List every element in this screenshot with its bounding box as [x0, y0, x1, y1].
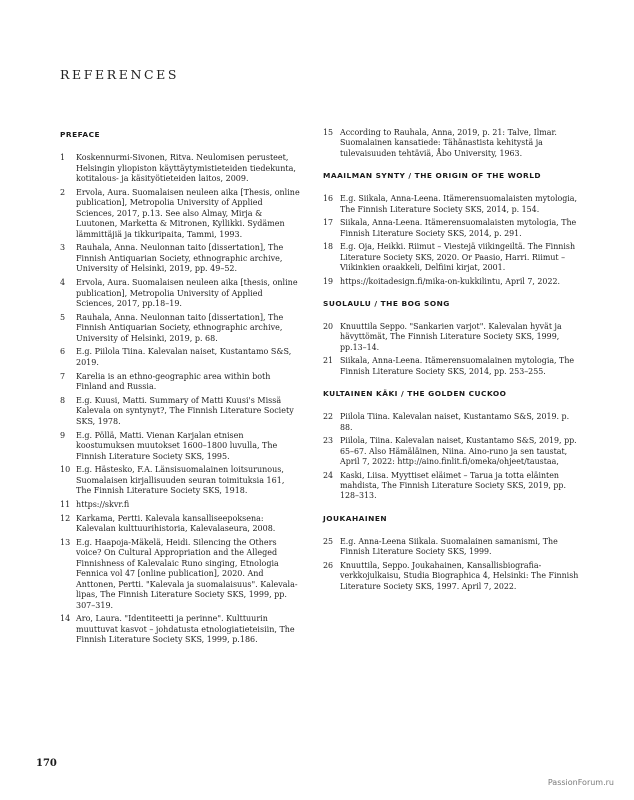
reference-number: 9	[60, 430, 66, 440]
reference-number: 25	[323, 536, 334, 546]
reference-item	[60, 372, 300, 393]
reference-item	[323, 356, 581, 377]
reference-text: Karelia is an ethno-geographic area within both Finland and Russia.	[76, 371, 271, 392]
reference-item	[323, 194, 581, 215]
left-column	[60, 130, 300, 649]
reference-text: E.g. Haapoja-Mäkelä, Heidi. Silencing the Others voice? On Cultural Appropriation and the Alleged Finnishness of Kalevalaic Runo singing, Etnologia Fennica vol 47 [online publication], 2020. And Anttonen, Pertti. "Kalevala ja suomalaisuus". Kalevala-lipas, The Finnish Literature Society SKS, 1999, pp. 307–319.	[76, 537, 298, 610]
reference-number: 11	[60, 499, 71, 509]
reference-text: E.g. Piilola Tiina. Kalevalan naiset, Kustantamo S&S, 2019.	[76, 347, 292, 367]
reference-text: Ervola, Aura. Suomalaisen neuleen aika [thesis, online publication], Metropolia University of Applied Sciences, 2017, pp.18–19.	[76, 278, 298, 309]
reference-number: 15	[323, 128, 334, 137]
reference-item	[323, 322, 581, 353]
reference-text: Aro, Laura. "Identiteetti ja perinne". Kulttuurin muuttuvat kasvot – johdatusta etnologiatieteisiin, The Finnish Literature Society SKS, 1999, p.186.	[76, 614, 295, 645]
reference-list-preface	[60, 153, 300, 646]
reference-text: https://skvr.fi	[76, 499, 130, 509]
reference-number: 26	[323, 560, 334, 570]
reference-item	[323, 128, 581, 159]
reference-item	[60, 347, 300, 368]
reference-list-joukahainen	[323, 537, 581, 592]
reference-number: 22	[323, 412, 334, 422]
reference-text: Koskennurmi-Sivonen, Ritva. Neulomisen perusteet, Helsingin yliopiston käyttäytymistieteiden tiedekunta, kotitalous- ja käsityötieteiden laitos, 2009.	[76, 153, 296, 183]
reference-list-preface-continued	[323, 128, 581, 159]
reference-number: 16	[323, 194, 334, 204]
reference-list-origin-of-the-world	[323, 194, 581, 287]
reference-number: 1	[60, 153, 66, 162]
section-heading-origin-of-the-world: MAAILMAN SYNTY / THE ORIGIN OF THE WORLD	[323, 171, 542, 181]
reference-item	[60, 153, 300, 185]
reference-text: Kaski, Liisa. Myyttiset eläimet – Tarua ja totta eläinten mahdista, The Finnish Literature Society SKS, 2019, pp. 128–313.	[340, 470, 566, 501]
reference-text: Knuuttila Seppo. "Sankarien varjot". Kalevalan hyvät ja hävyttömät, The Finnish Literature Society SKS, 1999, pp.13–14.	[340, 322, 562, 352]
reference-item	[323, 436, 581, 467]
reference-number: 10	[60, 465, 71, 475]
reference-item	[60, 514, 300, 535]
reference-item	[60, 614, 300, 646]
reference-item	[323, 561, 581, 592]
watermark: PassionForum.ru	[547, 778, 614, 787]
reference-number: 12	[60, 513, 71, 523]
reference-text: E.g. Anna-Leena Siikala. Suomalainen samanismi, The Finnish Literature Society SKS, 1999.	[340, 536, 558, 557]
reference-item	[323, 242, 581, 273]
reference-text: E.g. Siikala, Anna-Leena. Itämerensuomalaisten mytologia, The Finnish Literature Society SKS, 2014, p. 154.	[340, 194, 578, 214]
reference-number: 21	[323, 356, 334, 366]
reference-number: 17	[323, 218, 334, 228]
reference-text: https://koitadesign.fi/mika-on-kukkilintu, April 7, 2022.	[340, 276, 560, 286]
reference-item	[60, 431, 300, 463]
reference-item	[60, 243, 300, 275]
reference-number: 6	[60, 347, 66, 357]
reference-number: 23	[323, 436, 334, 446]
reference-text: According to Rauhala, Anna, 2019, p. 21: Talve, Ilmar. Suomalainen kansatiede: Tähänastista kehitystä ja tulevaisuuden tehtäviä, Åbo University, 1963.	[340, 128, 557, 158]
reference-item	[323, 277, 581, 287]
reference-item	[60, 396, 300, 428]
reference-text: E.g. Hästesko, F.A. Länsisuomalainen loitsurunous, Suomalaisen kirjallisuuden seuran toimituksia 161, The Finnish Literature Society SKS, 1918.	[76, 465, 285, 496]
reference-item	[323, 537, 581, 558]
reference-text: Siikala, Anna-Leena. Itämerensuomalainen mytologia, The Finnish Literature Society SKS, 2014, pp. 253–255.	[340, 356, 575, 376]
right-column	[323, 128, 581, 595]
reference-item	[323, 471, 581, 502]
reference-text: Piilola Tiina. Kalevalan naiset, Kustantamo S&S, 2019. p. 88.	[340, 412, 570, 432]
reference-list-golden-cuckoo	[323, 412, 581, 502]
reference-number: 8	[60, 395, 66, 405]
reference-number: 5	[60, 312, 66, 322]
reference-item	[60, 465, 300, 497]
section-heading-bog-song: SUOLAULU / THE BOG SONG	[323, 299, 450, 309]
reference-number: 13	[60, 537, 71, 547]
reference-item	[60, 538, 300, 612]
reference-number: 18	[323, 242, 334, 252]
reference-text: Siikala, Anna-Leena. Itämerensuomalaisten mytologia, The Finnish Literature Society SKS, 2014, p. 291.	[340, 218, 577, 238]
page-title: REFERENCES	[60, 67, 180, 82]
reference-text: Rauhala, Anna. Neulonnan taito [dissertation], The Finnish Antiquarian Society, ethnographic archive, University of Helsinki, 2019, pp. 49–52.	[76, 243, 284, 274]
reference-item	[60, 313, 300, 345]
reference-number: 7	[60, 371, 66, 381]
reference-text: Piilola, Tiina. Kalevalan naiset, Kustantamo S&S, 2019, pp. 65–67. Also Hämäläinen, Niina. Aino-runo ja sen taustat, April 7, 2022: http://aino.finlit.fi/omeka/ohjeet/taustaa,	[340, 436, 577, 467]
section-heading-joukahainen: JOUKAHAINEN	[323, 513, 388, 523]
reference-item	[323, 412, 581, 433]
reference-text: E.g. Oja, Heikki. Riimut – Viestejä viikingeiltä. The Finnish Literature Society SKS, 2020. Or Paasio, Harri. Riimut – Viikinkien oraakkeli, Delfiini kirjat, 2001.	[340, 242, 576, 273]
reference-text: Ervola, Aura. Suomalaisen neuleen aika [Thesis, online publication], Metropolia University of Applied Sciences, 2017, p.13. See also Almay, Mirja & Luutonen, Marketta & Mitronen, Kyllikki. Sydämen lämmittäjiä ja tikkuripaita, Tammi, 1993.	[76, 187, 300, 239]
reference-item	[60, 278, 300, 310]
reference-text: Rauhala, Anna. Neulonnan taito [dissertation], The Finnish Antiquarian Society, ethnographic archive, University of Helsinki, 2019, p. 68.	[76, 312, 284, 343]
reference-item	[323, 218, 581, 239]
reference-item	[60, 188, 300, 241]
reference-text: Knuuttila, Seppo. Joukahainen, Kansallisbiografia-verkkojulkaisu, Studia Biographica 4, Helsinki: The Finnish Literature Society SKS, 1997. April 7, 2022.	[340, 560, 579, 591]
reference-number: 3	[60, 243, 66, 253]
reference-number: 19	[323, 276, 334, 286]
reference-text: E.g. Kuusi, Matti. Summary of Matti Kuusi's Missä Kalevala on syntynyt?, The Finnish Literature Society SKS, 1978.	[76, 395, 294, 426]
section-heading-preface: PREFACE	[60, 130, 101, 139]
reference-number: 4	[60, 278, 66, 288]
reference-number: 2	[60, 187, 66, 197]
page-number: 170	[36, 758, 57, 769]
reference-text: Karkama, Pertti. Kalevala kansalliseepoksena: Kalevalan kulttuurihistoria, Kalevalaseura, 2008.	[76, 513, 276, 534]
reference-number: 14	[60, 614, 71, 624]
reference-list-bog-song	[323, 322, 581, 377]
section-heading-golden-cuckoo: KULTAINEN KÄKI / THE GOLDEN CUCKOO	[323, 389, 507, 399]
reference-number: 24	[323, 470, 334, 480]
reference-text: E.g. Pöllä, Matti. Vienan Karjalan etnisen koostumuksen muutokset 1600–1800 luvulla, The Finnish Literature Society SKS, 1995.	[76, 430, 278, 461]
reference-number: 20	[323, 322, 334, 332]
reference-item	[60, 500, 300, 511]
